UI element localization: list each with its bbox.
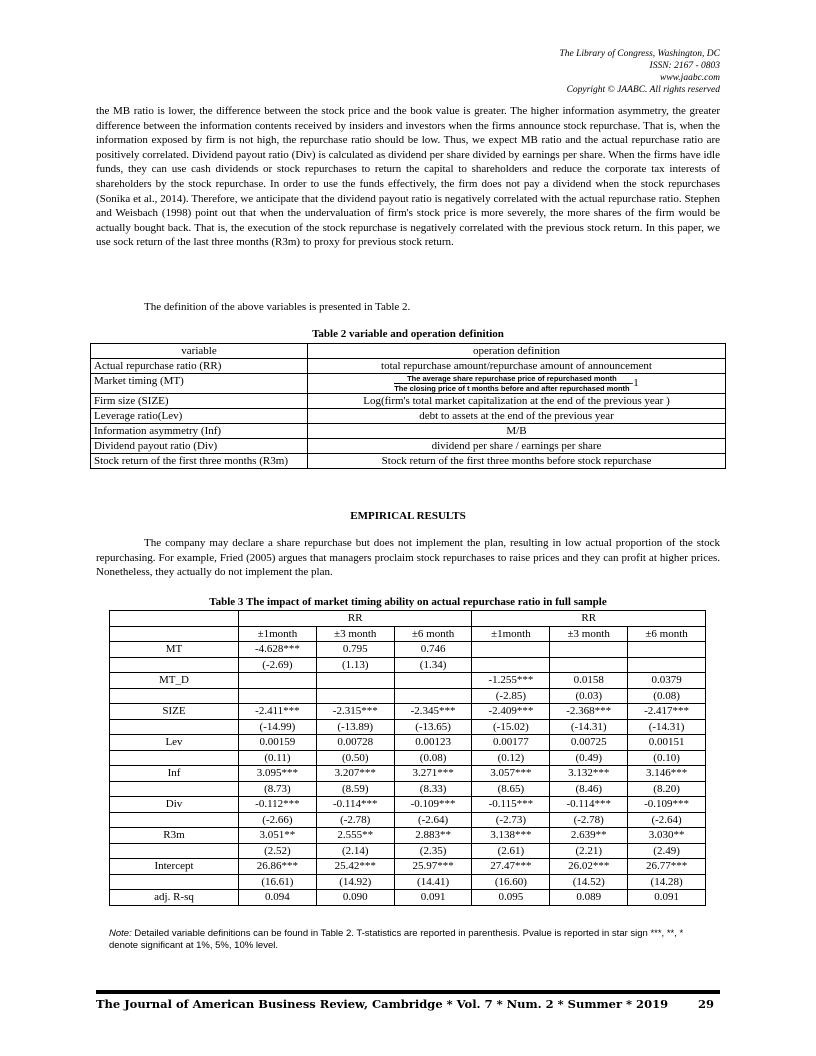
definition-cell: Stock return of the first three months before stock repurchase — [308, 454, 726, 469]
value-cell: (0.49) — [550, 750, 628, 766]
variable-cell: Market timing (MT) — [91, 374, 308, 394]
paragraph-text: the MB ratio is lower, the difference between the stock price and the book value is greater. The higher information asymmetry, the greater difference between the information contents received by insiders and investors when the firms announce stock repurchase. That is, when the information exposed by firm is not high, the repurchase ratio should be low. Thus, we expect MB ratio and the actual repurchase ratio are positively correlated. Dividend payout ratio (Div) is calculated as dividend per share divided by earnings per share. When the firms have idle funds, they can use cash dividends or stock repurchases to return the capital to shareholders and reduce the corporate tax interests of shareholders by the stock repurchase. In order to use the funds effectively, the firm does not pay a dividend when the stock repurchases (Sonika et al., 2014). Therefore, we anticipate that the dividend payout ratio is negatively correlated with the actual repurchase ratio. Stephen and Weisbach (1998) point out that when the undervaluation of firm's stock price is more severely, the more shares of the firm would be actually bought back. That is, the execution of the stock repurchase is negatively correlated with the previous stock return. In this paper, we use sock return of the last three months (R3m) to proxy for previous stock return. — [96, 105, 720, 249]
value-cell: (-13.89) — [316, 719, 394, 735]
empty-cell — [110, 626, 239, 642]
value-cell: 0.091 — [628, 890, 706, 906]
value-cell: -2.345*** — [394, 704, 472, 720]
page-footer — [96, 997, 720, 1011]
table-row — [110, 688, 706, 704]
row-label-cell — [110, 781, 239, 797]
value-cell: (2.14) — [316, 843, 394, 859]
note-text: Detailed variable definitions can be found in Table 2. T-statistics are reported in parenthesis. Pvalue is reported in star sign ***, **, * denote significant at 1%, 5%, 10% level. — [109, 928, 684, 951]
value-cell: -0.114*** — [316, 797, 394, 813]
value-cell: 0.00725 — [550, 735, 628, 751]
value-cell: 3.207*** — [316, 766, 394, 782]
row-label-cell — [110, 719, 239, 735]
value-cell: (-2.85) — [472, 688, 550, 704]
variable-cell: Actual repurchase ratio (RR) — [91, 359, 308, 374]
value-cell — [628, 642, 706, 658]
table-header-cell: ±6 month — [628, 626, 706, 642]
table-row — [110, 859, 706, 875]
value-cell: -0.109*** — [628, 797, 706, 813]
paragraph-text: The company may declare a share repurchase but does not implement the plan, resulting in low actual proportion of the stock repurchasing. For example, Fried (2005) argues that managers proclaim stock repurchases to raise prices and they can profit at higher prices. Nonetheless, they actually do not implement the plan. — [96, 537, 720, 579]
table-header-cell: variable — [91, 344, 308, 359]
value-cell: (8.33) — [394, 781, 472, 797]
value-cell: -2.411*** — [239, 704, 317, 720]
value-cell — [550, 642, 628, 658]
value-cell: -2.417*** — [628, 704, 706, 720]
value-cell: 3.030** — [628, 828, 706, 844]
definition-cell: total repurchase amount/repurchase amount of announcement — [308, 359, 726, 374]
table-row — [110, 781, 706, 797]
table-row — [110, 657, 706, 673]
value-cell: (0.11) — [239, 750, 317, 766]
definition-cell: dividend per share / earnings per share — [308, 439, 726, 454]
definition-cell — [308, 374, 726, 394]
value-cell: (0.08) — [628, 688, 706, 704]
value-cell: -2.409*** — [472, 704, 550, 720]
value-cell: (0.03) — [550, 688, 628, 704]
table-row — [91, 424, 726, 439]
value-cell: 0.0379 — [628, 673, 706, 689]
fraction — [394, 374, 629, 393]
value-cell — [472, 657, 550, 673]
value-cell: -0.109*** — [394, 797, 472, 813]
group-header-cell: RR — [472, 611, 706, 627]
value-cell: 0.00728 — [316, 735, 394, 751]
body-paragraph-2 — [96, 300, 720, 314]
value-cell — [239, 673, 317, 689]
value-cell: 2.883** — [394, 828, 472, 844]
table-row — [110, 766, 706, 782]
header-line-1: The Library of Congress, Washington, DC — [559, 49, 720, 59]
row-label-cell — [110, 843, 239, 859]
value-cell: (14.41) — [394, 874, 472, 890]
value-cell: 3.051** — [239, 828, 317, 844]
value-cell: (8.20) — [628, 781, 706, 797]
table-row — [110, 797, 706, 813]
variable-cell: Firm size (SIZE) — [91, 394, 308, 409]
footer-rule — [96, 990, 720, 994]
value-cell — [239, 688, 317, 704]
value-cell: (-2.73) — [472, 812, 550, 828]
value-cell: 3.138*** — [472, 828, 550, 844]
table-header-row — [91, 344, 726, 359]
value-cell: (-14.31) — [550, 719, 628, 735]
fraction-tail: -1 — [629, 377, 639, 390]
value-cell: (0.50) — [316, 750, 394, 766]
table-row — [110, 874, 706, 890]
value-cell: (-15.02) — [472, 719, 550, 735]
header-line-3: www.jaabc.com — [660, 73, 720, 83]
definition-cell: Log(firm's total market capitalization at the end of the previous year ) — [308, 394, 726, 409]
value-cell: 27.47*** — [472, 859, 550, 875]
table-row — [110, 735, 706, 751]
value-cell: 0.091 — [394, 890, 472, 906]
value-cell: (-2.78) — [316, 812, 394, 828]
table-header-cell: ±1month — [472, 626, 550, 642]
fraction-denominator: The closing price of t months before and after repurchased month — [394, 384, 630, 393]
value-cell: (1.13) — [316, 657, 394, 673]
value-cell: (0.08) — [394, 750, 472, 766]
table-3 — [109, 610, 706, 906]
table-row — [110, 642, 706, 658]
table-3-caption: Table 3 The impact of market timing ability on actual repurchase ratio in full sample — [209, 596, 607, 608]
value-cell — [394, 688, 472, 704]
row-label-cell: SIZE — [110, 704, 239, 720]
value-cell — [394, 673, 472, 689]
value-cell: (-2.69) — [239, 657, 317, 673]
value-cell: 3.146*** — [628, 766, 706, 782]
body-paragraph-3 — [96, 536, 720, 580]
table-row — [110, 843, 706, 859]
value-cell: 0.094 — [239, 890, 317, 906]
row-label-cell — [110, 874, 239, 890]
table-note — [109, 928, 709, 952]
table-2 — [90, 343, 726, 469]
value-cell — [472, 642, 550, 658]
row-label-cell — [110, 750, 239, 766]
value-cell: (2.61) — [472, 843, 550, 859]
row-label-cell: adj. R-sq — [110, 890, 239, 906]
value-cell — [550, 657, 628, 673]
definition-cell: debt to assets at the end of the previous year — [308, 409, 726, 424]
value-cell: (2.21) — [550, 843, 628, 859]
page-number: 29 — [697, 997, 714, 1011]
empty-cell — [110, 611, 239, 627]
table-header-cell: operation definition — [308, 344, 726, 359]
table-2-caption: Table 2 variable and operation definition — [312, 328, 504, 340]
table-row — [91, 394, 726, 409]
value-cell — [316, 688, 394, 704]
section-heading: EMPIRICAL RESULTS — [350, 510, 466, 522]
value-cell: 3.271*** — [394, 766, 472, 782]
table-header-cell: ±1month — [239, 626, 317, 642]
value-cell: -2.368*** — [550, 704, 628, 720]
value-cell: (16.61) — [239, 874, 317, 890]
row-label-cell: Inf — [110, 766, 239, 782]
table-row — [110, 890, 706, 906]
value-cell: -4.628*** — [239, 642, 317, 658]
variable-cell: Leverage ratio(Lev) — [91, 409, 308, 424]
value-cell: 2.555** — [316, 828, 394, 844]
table-header-cell: ±6 month — [394, 626, 472, 642]
table-row — [91, 409, 726, 424]
table-row — [110, 750, 706, 766]
row-label-cell: MT_D — [110, 673, 239, 689]
table-row — [110, 828, 706, 844]
table-row — [91, 359, 726, 374]
value-cell: 0.089 — [550, 890, 628, 906]
table-row — [110, 673, 706, 689]
value-cell: 0.00151 — [628, 735, 706, 751]
value-cell: (-2.78) — [550, 812, 628, 828]
value-cell — [628, 657, 706, 673]
value-cell: (2.52) — [239, 843, 317, 859]
value-cell: -1.255*** — [472, 673, 550, 689]
value-cell: (-14.99) — [239, 719, 317, 735]
value-cell: (2.49) — [628, 843, 706, 859]
value-cell: -2.315*** — [316, 704, 394, 720]
value-cell: (8.46) — [550, 781, 628, 797]
value-cell: (14.52) — [550, 874, 628, 890]
value-cell: 0.746 — [394, 642, 472, 658]
value-cell: (1.34) — [394, 657, 472, 673]
definition-cell: M/B — [308, 424, 726, 439]
table-row — [110, 812, 706, 828]
value-cell: 25.42*** — [316, 859, 394, 875]
value-cell: (8.73) — [239, 781, 317, 797]
value-cell: (-2.64) — [394, 812, 472, 828]
table-header-cell: ±3 month — [550, 626, 628, 642]
row-label-cell: MT — [110, 642, 239, 658]
variable-cell: Dividend payout ratio (Div) — [91, 439, 308, 454]
group-header-cell: RR — [239, 611, 472, 627]
variable-cell: Stock return of the first three months (R3m) — [91, 454, 308, 469]
value-cell: 3.132*** — [550, 766, 628, 782]
value-cell: (8.65) — [472, 781, 550, 797]
value-cell: (16.60) — [472, 874, 550, 890]
table-header-row — [110, 626, 706, 642]
value-cell: 26.02*** — [550, 859, 628, 875]
body-paragraph-1 — [96, 104, 720, 250]
value-cell: 26.77*** — [628, 859, 706, 875]
value-cell: 25.97*** — [394, 859, 472, 875]
table-row — [110, 704, 706, 720]
value-cell: (2.35) — [394, 843, 472, 859]
value-cell: (14.92) — [316, 874, 394, 890]
variable-cell: Information asymmetry (Inf) — [91, 424, 308, 439]
journal-name: The Journal of American Business Review, Cambridge * Vol. 7 * Num. 2 * Summer * 2019 — [96, 997, 669, 1011]
value-cell: 26.86*** — [239, 859, 317, 875]
value-cell: 2.639** — [550, 828, 628, 844]
note-label: Note: — [109, 928, 132, 939]
value-cell — [316, 673, 394, 689]
value-cell: 0.095 — [472, 890, 550, 906]
value-cell: (0.10) — [628, 750, 706, 766]
value-cell: 0.00177 — [472, 735, 550, 751]
table-3-body — [110, 611, 706, 906]
value-cell: 0.00123 — [394, 735, 472, 751]
value-cell: 3.095*** — [239, 766, 317, 782]
table-row — [91, 439, 726, 454]
row-label-cell: Div — [110, 797, 239, 813]
row-label-cell: R3m — [110, 828, 239, 844]
table-row — [91, 454, 726, 469]
table-header-cell: ±3 month — [316, 626, 394, 642]
table-row — [91, 374, 726, 394]
value-cell: (8.59) — [316, 781, 394, 797]
value-cell: (-2.66) — [239, 812, 317, 828]
row-label-cell: Intercept — [110, 859, 239, 875]
value-cell: (14.28) — [628, 874, 706, 890]
value-cell: -0.115*** — [472, 797, 550, 813]
value-cell: 3.057*** — [472, 766, 550, 782]
paragraph-text: The definition of the above variables is presented in Table 2. — [144, 301, 411, 313]
row-label-cell — [110, 688, 239, 704]
row-label-cell — [110, 657, 239, 673]
header-line-2: ISSN: 2167 - 0803 — [649, 61, 720, 71]
value-cell: (-13.65) — [394, 719, 472, 735]
table-row — [110, 719, 706, 735]
value-cell: -0.114*** — [550, 797, 628, 813]
fraction-numerator: The average share repurchase price of repurchased month — [394, 374, 629, 384]
page-header — [559, 48, 720, 96]
value-cell: 0.795 — [316, 642, 394, 658]
value-cell: (-14.31) — [628, 719, 706, 735]
table-group-row — [110, 611, 706, 627]
value-cell: 0.00159 — [239, 735, 317, 751]
value-cell: (-2.64) — [628, 812, 706, 828]
value-cell: -0.112*** — [239, 797, 317, 813]
value-cell: 0.090 — [316, 890, 394, 906]
header-line-4: Copyright © JAABC. All rights reserved — [566, 85, 720, 95]
value-cell: 0.0158 — [550, 673, 628, 689]
value-cell: (0.12) — [472, 750, 550, 766]
row-label-cell: Lev — [110, 735, 239, 751]
row-label-cell — [110, 812, 239, 828]
